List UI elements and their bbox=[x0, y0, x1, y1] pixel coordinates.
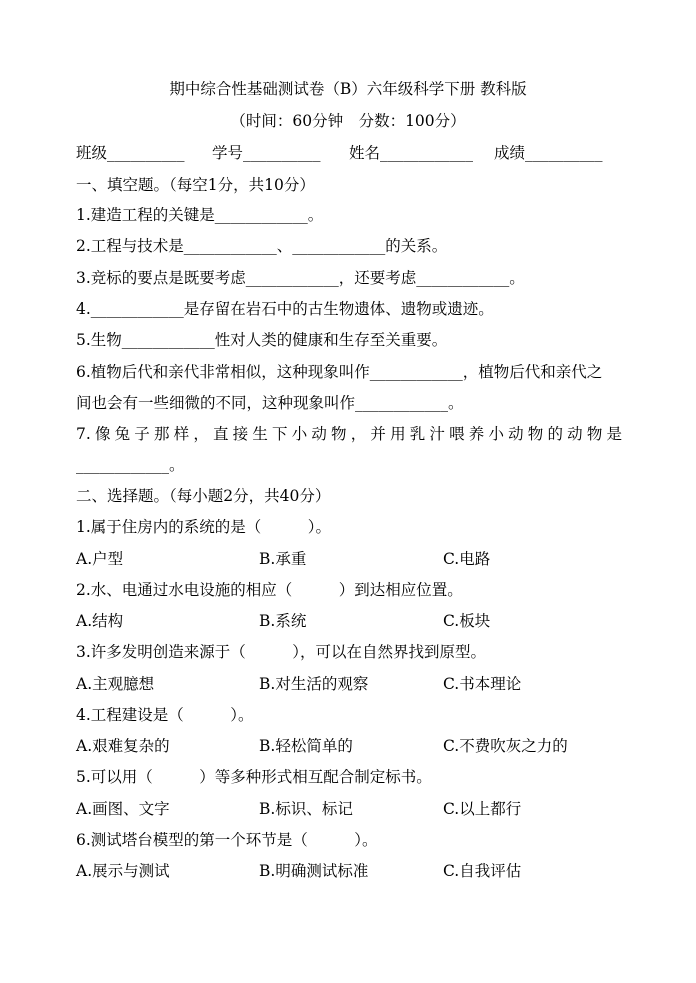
section-2-heading: 二、选择题。（每小题2分，共40分） bbox=[76, 487, 331, 505]
fill-question-4: 4.____________是存留在岩石中的古生物遗体、遗物或遗迹。 bbox=[76, 300, 494, 318]
choice-question-1-option-a: A.户型 bbox=[76, 550, 124, 568]
choice-question-2-option-c: C.板块 bbox=[443, 612, 491, 630]
fill-question-7-line-2: ____________。 bbox=[76, 456, 185, 474]
score-field: 成绩__________ bbox=[494, 144, 603, 162]
choice-question-5-option-b: B.标识、标记 bbox=[259, 800, 353, 818]
choice-question-6-stem: 6.测试塔台模型的第一个环节是（ ）。 bbox=[76, 831, 378, 849]
fill-question-6-line-2: 间也会有一些细微的不同，这种现象叫作____________。 bbox=[76, 394, 464, 412]
exam-subtitle: （时间：60分钟 分数：100分） bbox=[230, 112, 466, 130]
choice-question-4-option-c: C.不费吹灰之力的 bbox=[443, 737, 568, 755]
choice-question-5-option-a: A.画图、文字 bbox=[76, 800, 170, 818]
choice-question-3-option-b: B.对生活的观察 bbox=[259, 675, 369, 693]
fill-question-3: 3.竞标的要点是既要考虑____________，还要考虑____________。 bbox=[76, 269, 525, 287]
fill-question-5: 5.生物____________性对人类的健康和生存至关重要。 bbox=[76, 331, 448, 349]
choice-question-6-option-b: B.明确测试标准 bbox=[259, 862, 369, 880]
choice-question-2-option-b: B.系统 bbox=[259, 612, 307, 630]
choice-question-4-option-a: A.艰难复杂的 bbox=[76, 737, 170, 755]
choice-question-4-stem: 4.工程建设是（ ）。 bbox=[76, 706, 254, 724]
fill-question-7-line-1: 7.像兔子那样，直接生下小动物，并用乳汁喂养小动物的动物是 bbox=[76, 425, 622, 443]
choice-question-6-option-c: C.自我评估 bbox=[443, 862, 522, 880]
choice-question-2-stem: 2.水、电通过水电设施的相应（ ）到达相应位置。 bbox=[76, 581, 463, 599]
choice-question-2-option-a: A.结构 bbox=[76, 612, 124, 630]
choice-question-5-option-c: C.以上都行 bbox=[443, 800, 522, 818]
student-number-field: 学号__________ bbox=[212, 144, 321, 162]
fill-question-1: 1.建造工程的关键是____________。 bbox=[76, 206, 324, 224]
student-name-field: 姓名____________ bbox=[349, 144, 474, 162]
choice-question-1-stem: 1.属于住房内的系统的是（ ）。 bbox=[76, 518, 332, 536]
fill-question-2: 2.工程与技术是____________、____________的关系。 bbox=[76, 237, 448, 255]
class-field: 班级__________ bbox=[76, 144, 185, 162]
choice-question-3-option-a: A.主观臆想 bbox=[76, 675, 155, 693]
choice-question-3-stem: 3.许多发明创造来源于（ ），可以在自然界找到原型。 bbox=[76, 643, 487, 661]
choice-question-6-option-a: A.展示与测试 bbox=[76, 862, 170, 880]
choice-question-1-option-c: C.电路 bbox=[443, 550, 491, 568]
exam-title: 期中综合性基础测试卷（B）六年级科学下册 教科版 bbox=[169, 80, 527, 98]
fill-question-6-line-1: 6.植物后代和亲代非常相似，这种现象叫作____________，植物后代和亲代之 bbox=[76, 363, 603, 381]
choice-question-3-option-c: C.书本理论 bbox=[443, 675, 522, 693]
choice-question-4-option-b: B.轻松简单的 bbox=[259, 737, 353, 755]
choice-question-1-option-b: B.承重 bbox=[259, 550, 307, 568]
section-1-heading: 一、填空题。（每空1分，共10分） bbox=[76, 176, 315, 194]
choice-question-5-stem: 5.可以用（ ）等多种形式相互配合制定标书。 bbox=[76, 768, 432, 786]
